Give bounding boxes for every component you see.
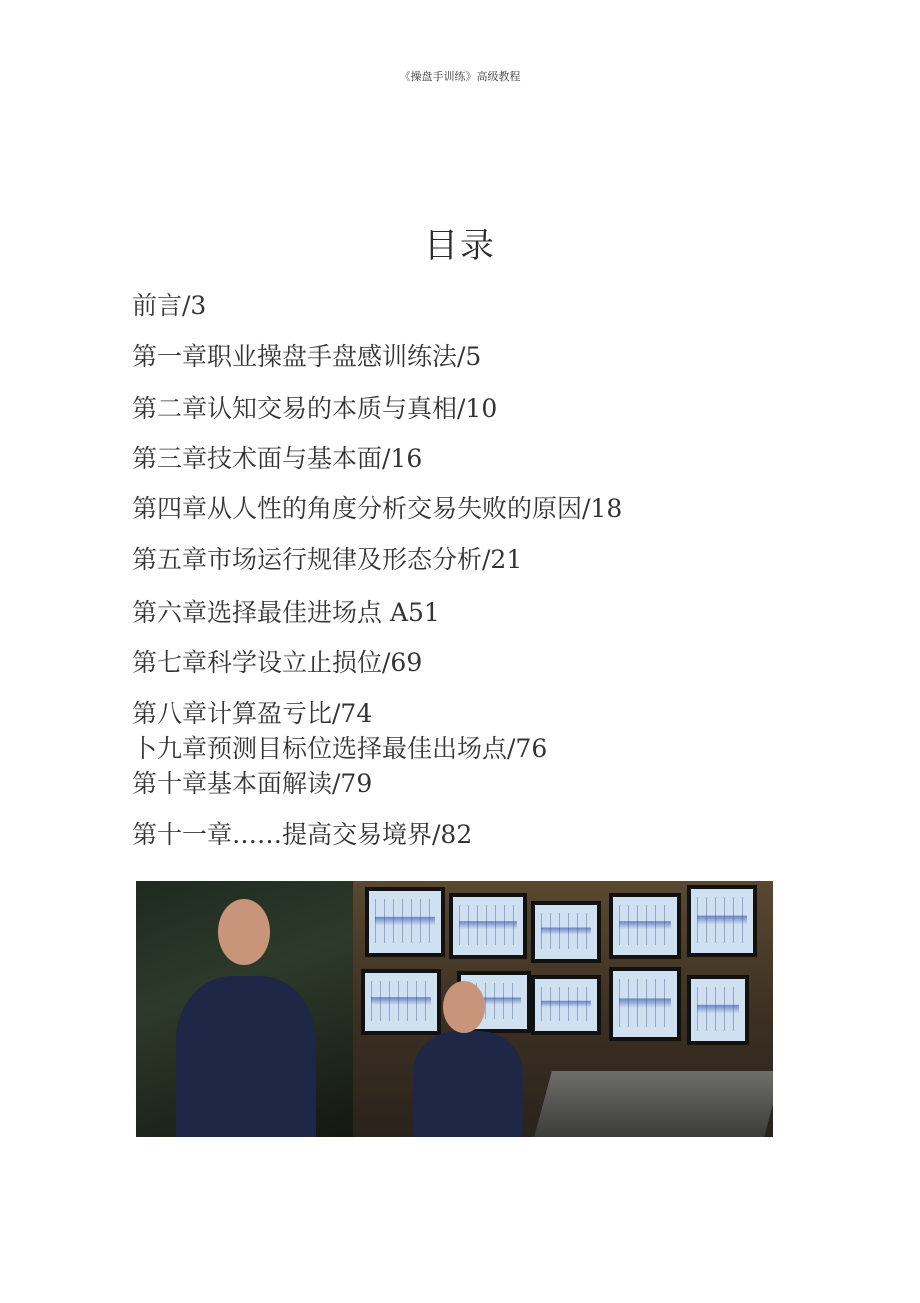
monitor-screen [609, 893, 681, 959]
toc-entry-chapter-3: 第三章技术面与基本面/16 [132, 444, 423, 473]
monitor-screen [531, 975, 601, 1035]
monitor-screen [365, 887, 445, 957]
monitor-screen [449, 893, 527, 959]
toc-entry-chapter-2: 第二章认知交易的本质与真相/10 [132, 394, 498, 423]
toc-entry-chapter-4: 第四章从人性的角度分析交易失败的原因/18 [132, 494, 623, 523]
monitor-screen [687, 975, 749, 1045]
trading-desk-photo [353, 881, 773, 1137]
toc-entry-chapter-5: 第五章市场运行规律及形态分析/21 [132, 545, 523, 574]
person-head [443, 981, 485, 1033]
toc-entry-chapter-1: 第一章职业操盘手盘感训练法/5 [132, 342, 482, 371]
monitor-screen [609, 967, 681, 1041]
suited-person-figure [176, 976, 316, 1137]
desk-surface [534, 1071, 773, 1137]
toc-entry-chapter-8: 第八章计算盈亏比/74 [132, 699, 373, 728]
toc-title: 目录 [424, 226, 496, 266]
person-head [218, 899, 270, 965]
seated-person-figure [413, 1031, 523, 1137]
monitor-screen [531, 901, 601, 963]
trader-photo [136, 881, 773, 1137]
toc-entry-chapter-7: 第七章科学设立止损位/69 [132, 648, 423, 677]
portrait-photo [136, 881, 353, 1137]
monitor-screen [361, 969, 441, 1035]
toc-entry-chapter-10: 第十章基本面解读/79 [132, 769, 373, 798]
toc-entry-preface: 前言/3 [132, 291, 207, 320]
toc-entry-chapter-9: 卜九章预测目标位选择最佳出场点/76 [132, 734, 548, 763]
toc-entry-chapter-6: 第六章选择最佳进场点 A51 [132, 598, 440, 627]
monitor-screen [687, 885, 757, 957]
toc-entry-chapter-11: 第十一章……提高交易境界/82 [132, 820, 473, 849]
running-header: 《操盘手训练》高级教程 [399, 70, 521, 83]
